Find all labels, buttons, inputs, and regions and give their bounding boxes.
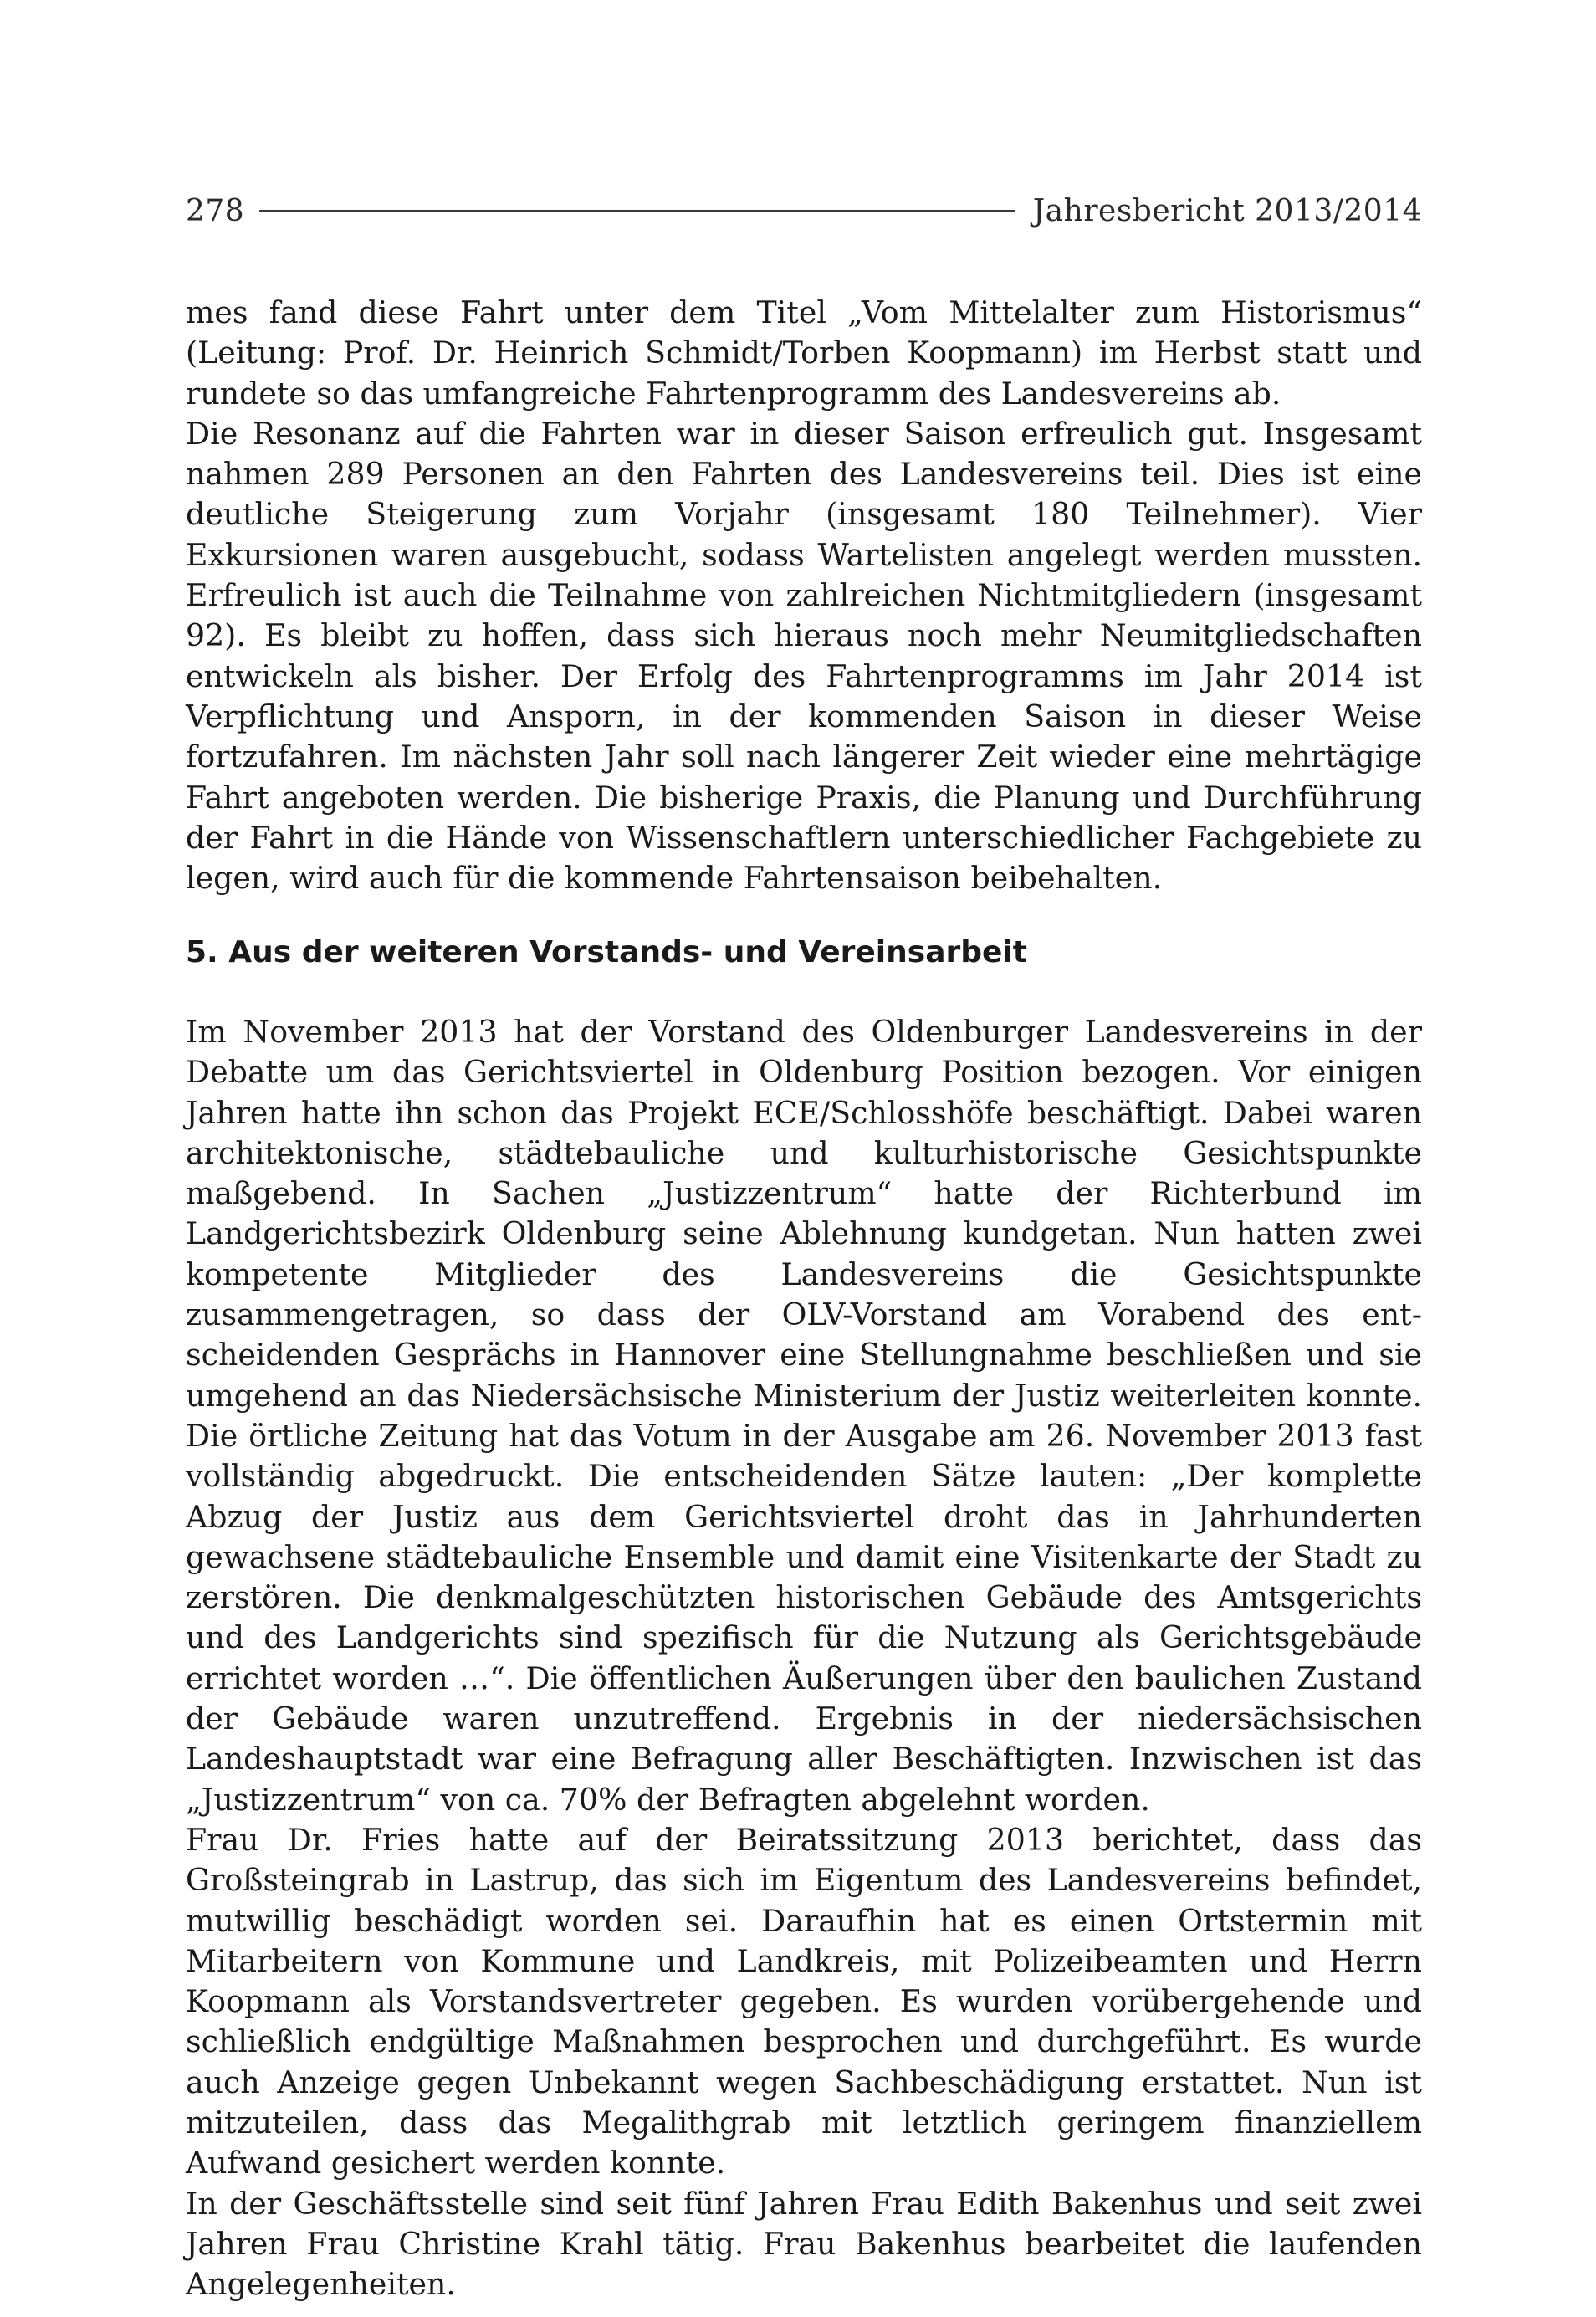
paragraph: Die Resonanz auf die Fahrten war in dieser Saison erfreulich gut. Insgesamt nahmen 289 Personen an den Fahrten des Landesvereins teil. Dies ist eine deutliche Steigerung zum Vorjahr (insgesamt 180 Teilnehmer). Vier Exkursionen waren ausgebucht, sodass Wartelisten angelegt werden mussten. Erfreulich ist auch die Teilnahme von zahlreichen Nichtmitgliedern (insgesamt 92). Es bleibt zu hoffen, dass sich hieraus noch mehr Neumitgliedschaften entwickeln als bisher. Der Erfolg des Fahrtenprogramms im Jahr 2014 ist Verpflichtung und Ansporn, in der kommenden Saison in dieser Weise fortzufahren. Im nächsten Jahr soll nach längerer Zeit wieder eine mehrtägige Fahrt angeboten werden. Die bisherige Praxis, die Planung und Durchführung der Fahrt in die Hände von Wissenschaftlern unterschiedlicher Fachgebiete zu legen, wird auch für die kommende Fahrtensaison beibehalten. bbox=[186, 415, 1422, 897]
intro-text-block bbox=[186, 293, 1422, 898]
paragraph: Im November 2013 hat der Vorstand des Oldenburger Landesvereins in der Debatte um das Gerichtsviertel in Oldenburg Position bezogen. Vor einigen Jahren hatte ihn schon das Projekt ECE/Schlosshöfe beschäftigt. Dabei waren architektonische, städtebauliche und kulturhistorische Gesichtspunkte maßgebend. In Sachen „Justizzentrum“ hatte der Richterbund im Landgerichtsbezirk Oldenburg seine Ablehnung kundgetan. Nun hatten zwei kompetente Mitglieder des Landesvereins die Gesichtspunkte zusammengetragen, so dass der OLV-Vorstand am Vorabend des entscheidenden Gesprächs in Hannover eine Stellungnahme beschließen und sie umgehend an das Niedersächsische Ministerium der Justiz weiterleiten konnte. Die örtliche Zeitung hat das Votum in der Ausgabe am 26. November 2013 fast vollständig abgedruckt. Die entscheidenden Sätze lauten: „Der komplette Abzug der Justiz aus dem Gerichtsviertel droht das in Jahrhunderten gewachsene städtebauliche Ensemble und damit eine Visitenkarte der Stadt zu zerstören. Die denkmalgeschützten historischen Gebäude des Amtsgerichts und des Landgerichts sind spezifisch für die Nutzung als Gerichtsgebäude errichtet worden …“. Die öffentlichen Äußerungen über den baulichen Zustand der Gebäude waren unzutreffend. Ergebnis in der niedersächsischen Landeshauptstadt war eine Befragung aller Beschäftigten. Inzwischen ist das „Justizzentrum“ von ca. 70% der Befragten abgelehnt worden. bbox=[186, 1014, 1422, 1818]
section-text-block bbox=[186, 1012, 1422, 2305]
section-heading: 5. Aus der weiteren Vorstands- und Vereinsarbeit bbox=[186, 935, 1027, 969]
paragraph: In der Geschäftsstelle sind seit fünf Jahren Frau Edith Bakenhus und seit zwei Jahren Frau Christine Krahl tätig. Frau Bakenhus bearbeitet die laufenden Angelegenheiten. bbox=[186, 2185, 1422, 2303]
journal-title: Jahresbericht 2013/2014 bbox=[1032, 193, 1422, 228]
page-number: 278 bbox=[186, 193, 245, 228]
paragraph: Frau Dr. Fries hatte auf der Beiratssitzung 2013 berichtet, dass das Großsteingrab in Lastrup, das sich im Eigentum des Landesvereins befindet, mutwillig beschädigt worden sei. Daraufhin hat es einen Ortstermin mit Mitarbeitern von Kommune und Landkreis, mit Polizeibeamten und Herrn Koopmann als Vorstandsvertreter gegeben. Es wurden vorübergehende und schließlich endgültige Maßnahmen besprochen und durchgeführt. Es wurde auch Anzeige gegen Unbekannt wegen Sachbeschädigung erstattet. Nun ist mitzuteilen, dass das Megalithgrab mit letztlich geringem finanziellem Aufwand gesichert werden konnte. bbox=[186, 1821, 1422, 2181]
paragraph: mes fand diese Fahrt unter dem Titel „Vom Mittelalter zum Historismus“ (Leitung: Prof. Dr. Heinrich Schmidt/Torben Koopmann) im Herbst statt und rundete so das umfangreiche Fahrtenprogramm des Landesvereins ab. bbox=[186, 294, 1422, 412]
header-rule bbox=[259, 210, 1015, 212]
running-header bbox=[186, 186, 1422, 236]
